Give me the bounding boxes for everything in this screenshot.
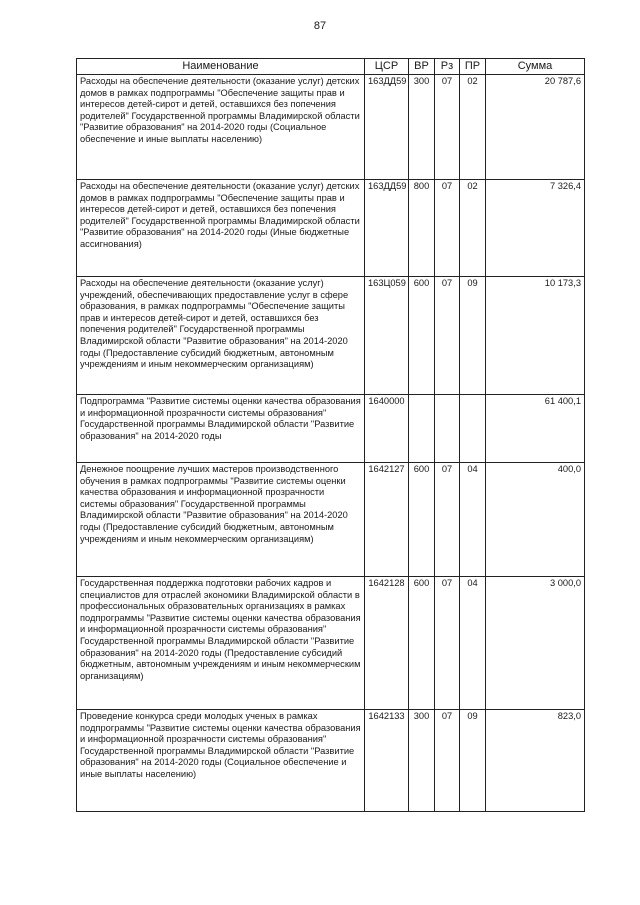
row-pr: 09 <box>460 710 486 812</box>
row-name: Проведение конкурса среди молодых ученых в рамках подпрограммы "Развитие системы оценки качества образования и информационной прозрачности системы образования" Государственной программы Владимирской области "Развитие образования" на 2014-2020 годы (Социальное обеспечение и иные выплаты населению) <box>77 710 365 812</box>
row-sum: 7 326,4 <box>486 180 585 277</box>
header-sum: Сумма <box>486 59 585 75</box>
row-sum: 400,0 <box>486 463 585 577</box>
row-pr: 02 <box>460 75 486 180</box>
row-pr: 04 <box>460 463 486 577</box>
row-vr: 600 <box>409 577 435 710</box>
table-row <box>77 277 585 395</box>
row-csr: 1642128 <box>365 577 409 710</box>
row-rz: 07 <box>435 577 460 710</box>
row-sum: 3 000,0 <box>486 577 585 710</box>
row-csr: 1642133 <box>365 710 409 812</box>
row-name: Расходы на обеспечение деятельности (оказание услуг) детских домов в рамках подпрограммы "Обеспечение защиты прав и интересов детей-сирот и детей, оставшихся без попечения родителей" Государственной программы Владимирской области "Развитие образования" на 2014-2020 годы (Социальное обеспечение и иные выплаты населению) <box>77 75 365 180</box>
row-name: Денежное поощрение лучших мастеров производственного обучения в рамках подпрограммы "Развитие системы оценки качества образования и информационной прозрачности системы образования" Государственной программы Владимирской области "Развитие образования" на 2014-2020 годы (Предоставление субсидий бюджетным, автономным учреждениям и иным некоммерческим организациям) <box>77 463 365 577</box>
header-csr: ЦСР <box>365 59 409 75</box>
row-vr: 600 <box>409 463 435 577</box>
row-sum: 10 173,3 <box>486 277 585 395</box>
row-csr: 1640000 <box>365 395 409 463</box>
row-rz: 07 <box>435 277 460 395</box>
row-name: Государственная поддержка подготовки рабочих кадров и специалистов для отраслей экономики Владимирской области в профессиональных образовательных организациях в рамках подпрограммы "Развитие системы оценки качества образования и информационной прозрачности системы образования" Государственной программы Владимирской области "Развитие образования" на 2014-2020 годы (Предоставление субсидий бюджетным, автономным учреждениям и иным некоммерческим организациям) <box>77 577 365 710</box>
header-rz: Рз <box>435 59 460 75</box>
row-vr: 300 <box>409 710 435 812</box>
page-number: 87 <box>313 20 327 32</box>
row-vr: 800 <box>409 180 435 277</box>
header-pr: ПР <box>460 59 486 75</box>
table-row <box>77 75 585 180</box>
table-row <box>77 395 585 463</box>
row-rz: 07 <box>435 710 460 812</box>
budget-table <box>76 58 585 812</box>
row-rz: 07 <box>435 463 460 577</box>
row-vr: 300 <box>409 75 435 180</box>
row-vr <box>409 395 435 463</box>
row-pr: 04 <box>460 577 486 710</box>
row-pr: 02 <box>460 180 486 277</box>
row-sum: 20 787,6 <box>486 75 585 180</box>
row-rz: 07 <box>435 180 460 277</box>
row-csr: 163Ц059 <box>365 277 409 395</box>
row-rz <box>435 395 460 463</box>
row-name: Подпрограмма "Развитие системы оценки качества образования и информационной прозрачности системы образования" Государственной программы Владимирской области "Развитие образования" на 2014-2020 годы <box>77 395 365 463</box>
row-csr: 1642127 <box>365 463 409 577</box>
row-csr: 163ДД59 <box>365 75 409 180</box>
table-row <box>77 710 585 812</box>
row-sum: 823,0 <box>486 710 585 812</box>
table-row <box>77 577 585 710</box>
row-pr <box>460 395 486 463</box>
table-row <box>77 463 585 577</box>
row-rz: 07 <box>435 75 460 180</box>
row-pr: 09 <box>460 277 486 395</box>
row-csr: 163ДД59 <box>365 180 409 277</box>
header-vr: ВР <box>409 59 435 75</box>
row-sum: 61 400,1 <box>486 395 585 463</box>
row-name: Расходы на обеспечение деятельности (оказание услуг) детских домов в рамках подпрограммы "Обеспечение защиты прав и интересов детей-сирот и детей, оставшихся без попечения родителей" Государственной программы Владимирской области "Развитие образования" на 2014-2020 годы (Иные бюджетные ассигнования) <box>77 180 365 277</box>
table-header-row <box>77 59 585 75</box>
table-row <box>77 180 585 277</box>
row-name: Расходы на обеспечение деятельности (оказание услуг) учреждений, обеспечивающих предоставление услуг в сфере образования, в рамках подпрограммы "Обеспечение защиты прав и интересов детей-сирот и детей, оставшихся без попечения родителей" Государственной программы Владимирской области "Развитие образования" на 2014-2020 годы (Предоставление субсидий бюджетным, автономным учреждениям и иным некоммерческим организациям) <box>77 277 365 395</box>
header-name: Наименование <box>77 59 365 75</box>
row-vr: 600 <box>409 277 435 395</box>
